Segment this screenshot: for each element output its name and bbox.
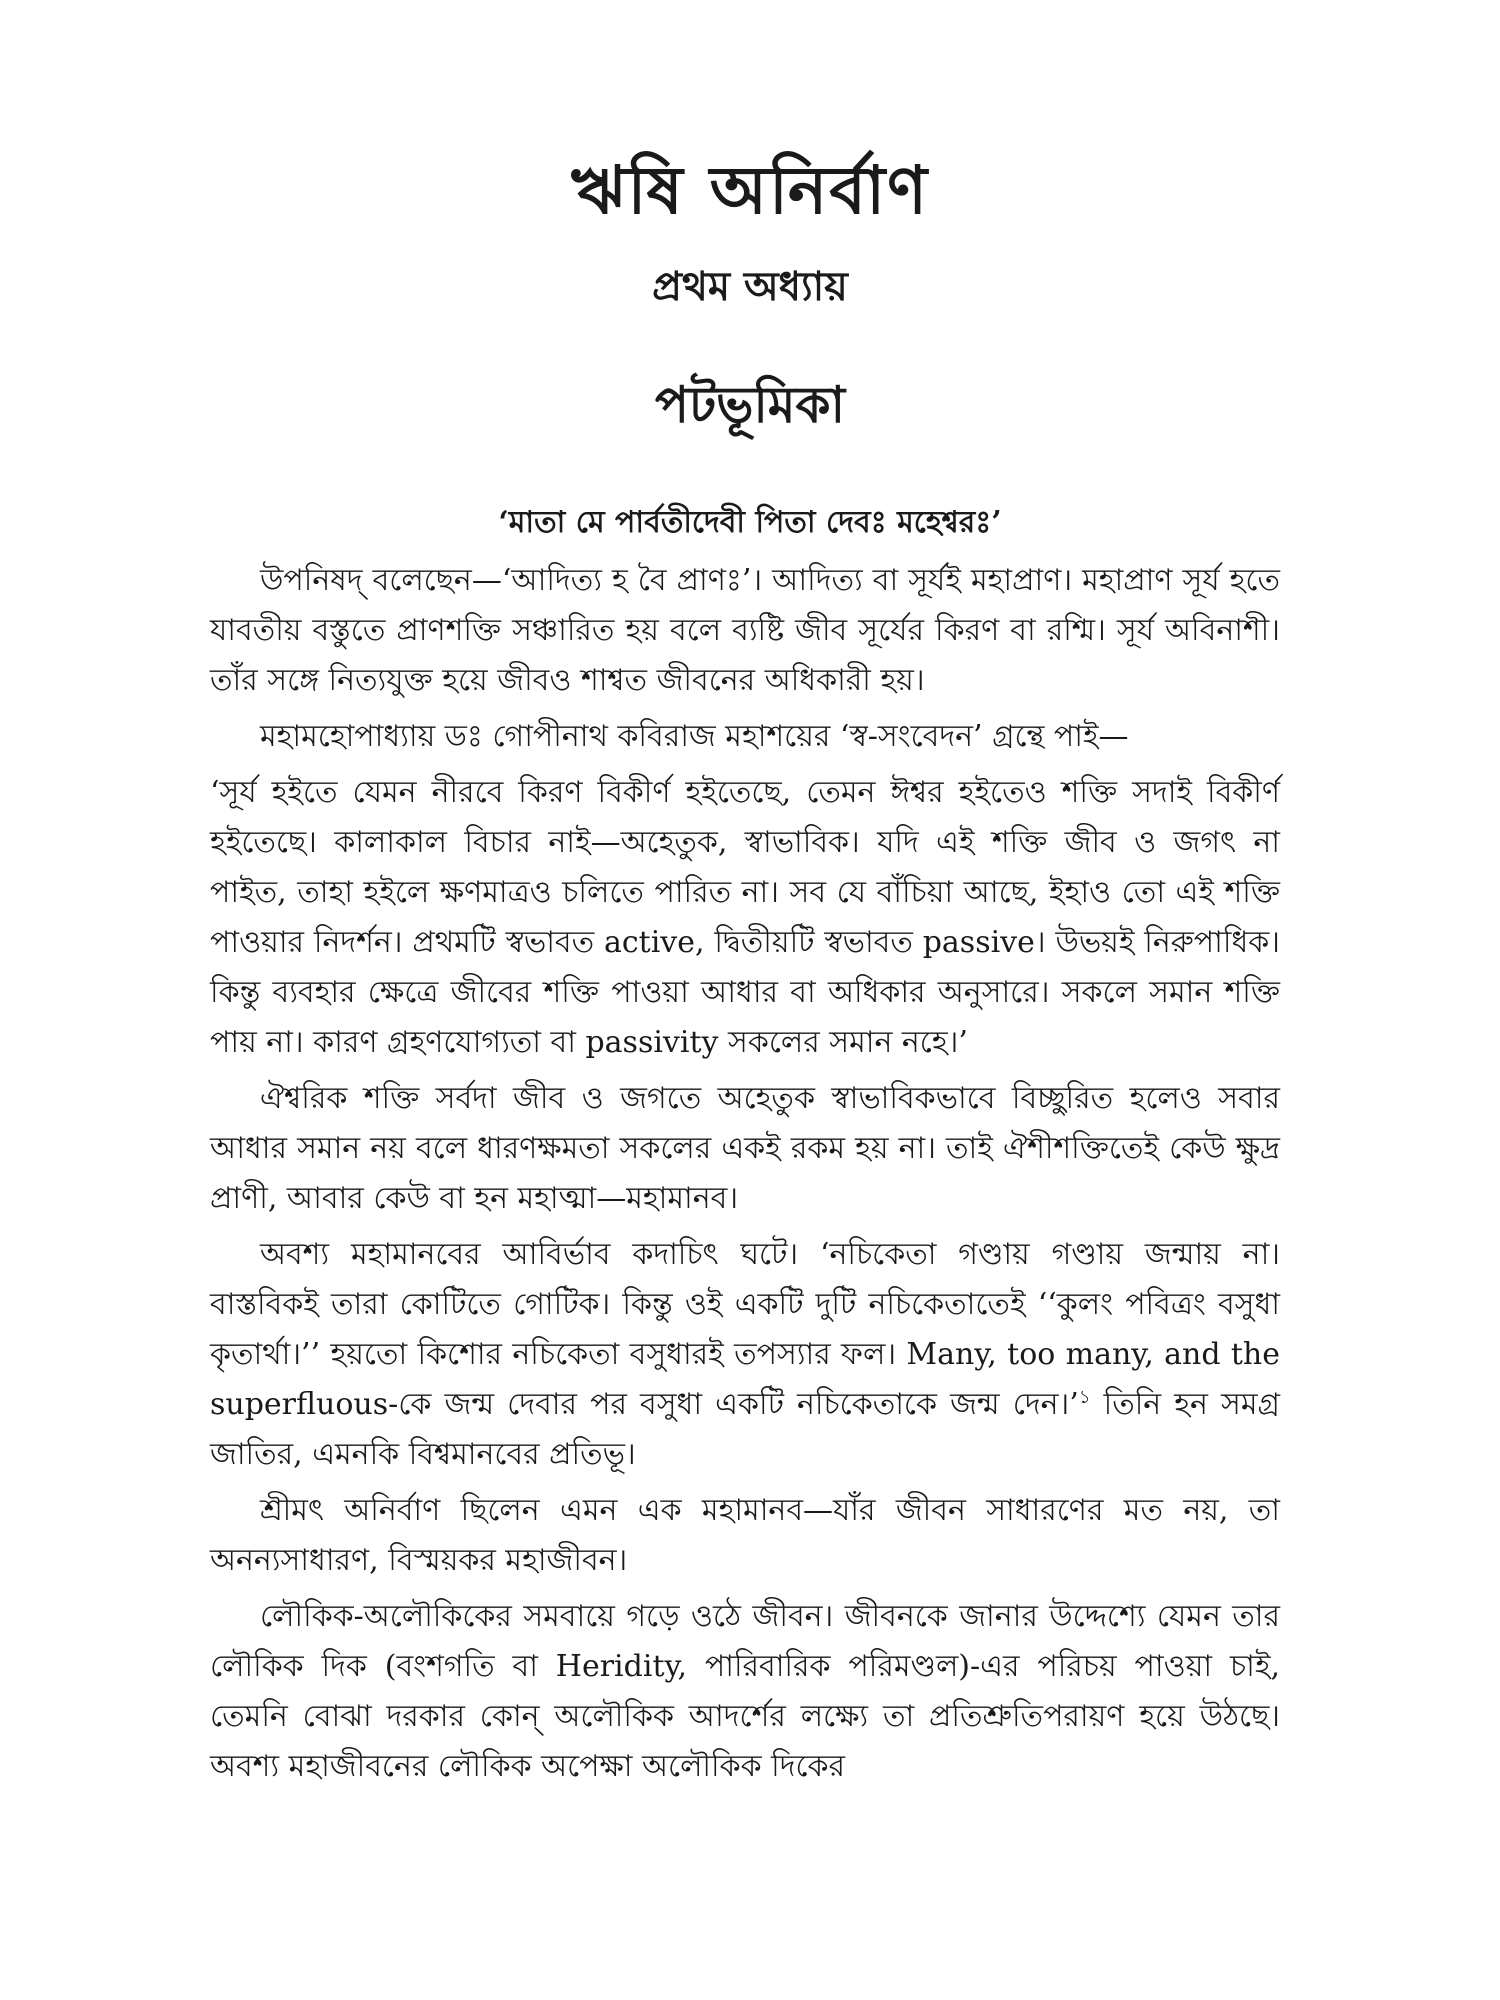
paragraph-4: ঐশ্বরিক শক্তি সর্বদা জীব ও জগতে অহেতুক স্বাভাবিকভাবে বিচ্ছুরিত হলেও সবার আধার সমান নয় বলে ধারণক্ষমতা সকলের একই রকম হয় না। তাই ঐশীশক্তিতেই কেউ ক্ষুদ্র প্রাণী, আবার কেউ বা হন মহাত্মা—মহামানব। — [210, 1081, 1280, 1216]
paragraph-6: শ্রীমৎ অনির্বাণ ছিলেন এমন এক মহামানব—যাঁর জীবন সাধারণের মত নয়, তা অনন্যসাধারণ, বিস্ময়কর মহাজীবন। — [210, 1493, 1280, 1578]
paragraph-3-quote: ‘সূর্য হইতে যেমন নীরবে কিরণ বিকীর্ণ হইতেছে, তেমন ঈশ্বর হইতেও শক্তি সদাই বিকীর্ণ হইতেছে। কালাকাল বিচার নাই—অহেতুক, স্বাভাবিক। যদি এই শক্তি জীব ও জগৎ না পাইত, তাহা হইলে ক্ষণমাত্রও চলিতে পারিত না। সব যে বাঁচিয়া আছে, ইহাও তো এই শক্তি পাওয়ার নিদর্শন। প্রথমটি স্বভাবত active, দ্বিতীয়টি স্বভাবত passive। উভয়ই নিরুপাধিক। কিন্তু ব্যবহার ক্ষেত্রে জীবের শক্তি পাওয়া আধার বা অধিকার অনুসারে। সকলে সমান শক্তি পায় না। কারণ গ্রহণযোগ্যতা বা passivity সকলের সমান নহে।’ — [210, 775, 1280, 1060]
section-title: পটভূমিকা — [655, 375, 845, 434]
book-title: ঋষি অনির্বাণ — [570, 151, 930, 229]
footnote-marker: ১ — [1078, 1387, 1091, 1408]
chapter-heading: প্রথম অধ্যায় — [652, 263, 848, 310]
paragraph-1: উপনিষদ্ বলেছেন—‘আদিত্য হ বৈ প্রাণঃ’। আদিত্য বা সূর্যই মহাপ্রাণ। মহাপ্রাণ সূর্য হতে যাবতীয় বস্তুতে প্রাণশক্তি সঞ্চারিত হয় বলে ব্যষ্টি জীব সূর্যের কিরণ বা রশ্মি। সূর্য অবিনাশী। তাঁর সঙ্গে নিত্যযুক্ত হয়ে জীবও শাশ্বত জীবনের অধিকারী হয়। — [210, 563, 1280, 698]
paragraph-5-text: অবশ্য মহামানবের আবির্ভাব কদাচিৎ ঘটে। ‘নচিকেতা গণ্ডায় গণ্ডায় জন্মায় না। বাস্তবিকই তারা কোটিতে গোটিক। কিন্তু ওই একটি দুটি নচিকেতাতেই ‘‘কুলং পবিত্রং বসুধা কৃতার্থা।’’ হয়তো কিশোর নচিকেতা বসুধারই তপস্যার ফল। Many, too many, and the superfluous-কে জন্ম দেবার পর বসুধা একটি নচিকেতাকে জন্ম দেন।’ — [210, 1237, 1280, 1422]
paragraph-7: লৌকিক-অলৌকিকের সমবায়ে গড়ে ওঠে জীবন। জীবনকে জানার উদ্দেশ্যে যেমন তার লৌকিক দিক (বংশগতি বা Heridity, পারিবারিক পরিমণ্ডল)-এর পরিচয় পাওয়া চাই, তেমনি বোঝা দরকার কোন্ অলৌকিক আদর্শের লক্ষ্যে তা প্রতিশ্রুতিপরায়ণ হয়ে উঠছে। অবশ্য মহাজীবনের লৌকিক অপেক্ষা অলৌকিক দিকের — [210, 1599, 1280, 1784]
body-text — [210, 556, 1280, 1798]
paragraph-5 — [210, 1230, 1280, 1480]
paragraph-2: মহামহোপাধ্যায় ডঃ গোপীনাথ কবিরাজ মহাশয়ের ‘স্ব-সংবেদন’ গ্রন্থে পাই— — [260, 719, 1129, 754]
epigraph: ‘মাতা মে পার্বতীদেবী পিতা দেবঃ মহেশ্বরঃ’ — [498, 505, 1002, 540]
paragraph-5-tail: তিনি হন সমগ্র জাতির, এমনকি বিশ্বমানবের প্রতিভূ। — [210, 1387, 1280, 1472]
